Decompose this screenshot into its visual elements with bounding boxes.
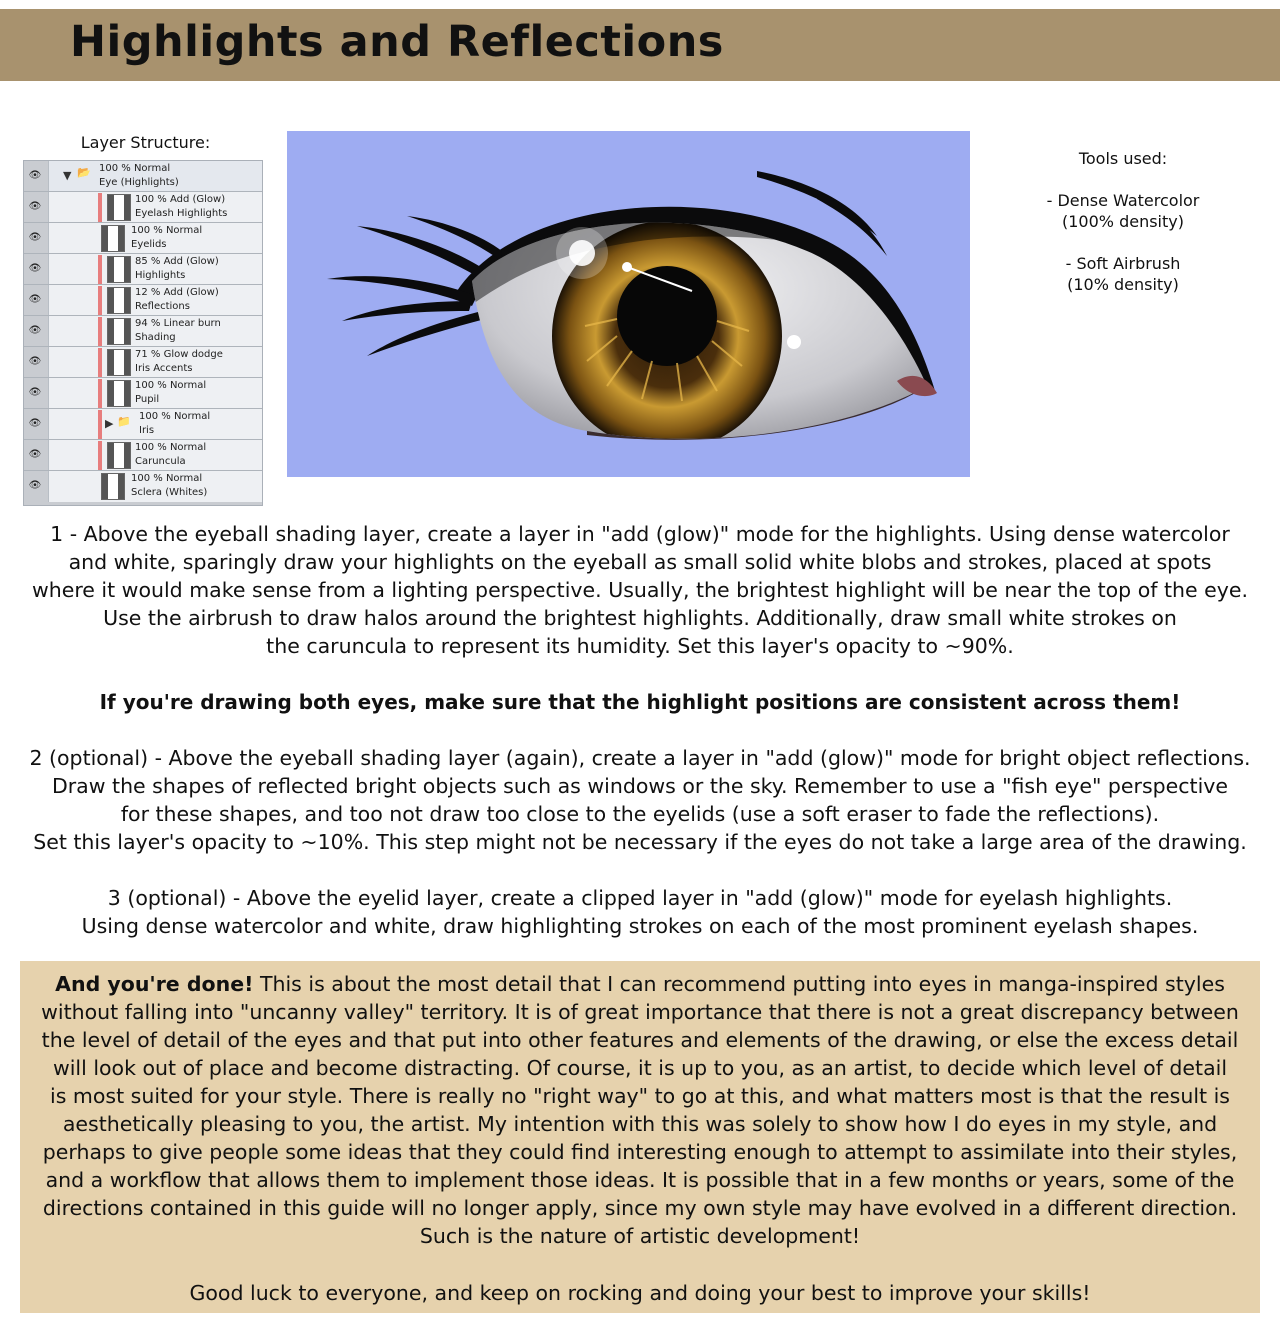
- text-line: Such is the nature of artistic development!: [419, 1224, 861, 1248]
- layer-thumbnail: [107, 318, 131, 345]
- layer-row[interactable]: [24, 192, 262, 223]
- expand-arrow-icon[interactable]: ▶: [105, 417, 114, 430]
- folder-icon: 📁: [117, 415, 131, 428]
- layer-thumbnail: [107, 256, 131, 283]
- text-line: 3 (optional) - Above the eyelid layer, create a clipped layer in "add (glow)" mode for eyelash highlights.: [107, 886, 1173, 910]
- text-line: directions contained in this guide will no longer apply, since my own style may have evolved in a different direction.: [42, 1196, 1238, 1220]
- clipping-marker: [98, 410, 102, 439]
- layer-mode: 100 % Normal: [135, 442, 207, 453]
- clipping-marker: [98, 317, 102, 346]
- text-line: will look out of place and become distracting. Of course, it is up to you, as an artist, to decide which level of detail: [52, 1056, 1228, 1080]
- layer-row[interactable]: [24, 254, 262, 285]
- text-line: Set this layer's opacity to ~10%. This step might not be necessary if the eyes do not take a large area of the drawing.: [33, 830, 1247, 854]
- text-line: Draw the shapes of reflected bright objects such as windows or the sky. Remember to use a "fish eye" perspective: [51, 774, 1229, 798]
- layer-mode: 100 % Normal: [135, 380, 207, 391]
- tool-item: [1030, 253, 1216, 295]
- text-line: for these shapes, and too not draw too close to the eyelids (use a soft eraser to fade the reflections).: [120, 802, 1160, 826]
- layer-thumbnail: [107, 380, 131, 407]
- tool-name: - Dense Watercolor: [1046, 191, 1200, 210]
- clipping-marker: [98, 379, 102, 408]
- layer-name: Shading: [135, 332, 176, 343]
- tool-item: [1030, 190, 1216, 232]
- text-span: This is about the most detail that I can recommend putting into eyes in manga-inspired styles: [253, 972, 1225, 996]
- highlight-secondary: [787, 335, 801, 349]
- text-line: and a workflow that allows them to implement those ideas. It is possible that in a few months or years, some of the: [45, 1168, 1235, 1192]
- clipping-marker: [98, 348, 102, 377]
- visibility-eye-icon[interactable]: 👁: [28, 387, 42, 398]
- layer-thumbnail: [107, 349, 131, 376]
- tools-title: Tools used:: [1078, 149, 1168, 168]
- clipping-marker: [98, 286, 102, 315]
- layer-name: Eye (Highlights): [99, 177, 179, 188]
- layer-row[interactable]: [24, 161, 262, 192]
- header-banner: [0, 9, 1280, 81]
- layer-row[interactable]: [24, 378, 262, 409]
- text-line: the caruncula to represent its humidity. Set this layer's opacity to ~90%.: [266, 634, 1014, 658]
- layer-mode: 85 % Add (Glow): [135, 256, 219, 267]
- layer-thumbnail: [107, 287, 131, 314]
- layer-structure-title: Layer Structure:: [80, 133, 211, 152]
- layer-row[interactable]: [24, 409, 262, 440]
- folder-open-icon: 📂: [77, 166, 91, 179]
- tool-density: (100% density): [1062, 212, 1184, 231]
- layer-name: Sclera (Whites): [131, 487, 208, 498]
- tool-name: - Soft Airbrush: [1065, 254, 1181, 273]
- step-1-paragraph: [20, 520, 1260, 660]
- conclusion-paragraph: [30, 970, 1250, 1250]
- visibility-eye-icon[interactable]: 👁: [28, 356, 42, 367]
- good-luck-line: Good luck to everyone, and keep on rocking and doing your best to improve your skills!: [189, 1281, 1091, 1305]
- conclusion-lead: And you're done!: [55, 972, 254, 996]
- layer-panel: [23, 160, 263, 506]
- layer-thumbnail: [101, 225, 125, 252]
- tools-used-panel: [1030, 148, 1216, 316]
- layer-mode: 71 % Glow dodge: [135, 349, 223, 360]
- layer-name: Eyelash Highlights: [135, 208, 228, 219]
- layer-mode: 100 % Normal: [131, 473, 203, 484]
- text-line: perhaps to give people some ideas that they could find interesting enough to attempt to assimilate into their styles,: [42, 1140, 1238, 1164]
- layer-name: Highlights: [135, 270, 186, 281]
- layer-mode: 12 % Add (Glow): [135, 287, 219, 298]
- highlight-halo: [556, 227, 608, 279]
- step-2-paragraph: [20, 744, 1260, 856]
- layer-name: Iris: [139, 425, 155, 436]
- text-line: the level of detail of the eyes and that put into other features and elements of the drawing, or else the excess detail: [41, 1028, 1239, 1052]
- layer-thumbnail: [107, 442, 131, 469]
- visibility-eye-icon[interactable]: 👁: [28, 449, 42, 460]
- both-eyes-note: If you're drawing both eyes, make sure that the highlight positions are consistent across them!: [99, 690, 1181, 714]
- clipping-marker: [98, 255, 102, 284]
- text-line: 1 - Above the eyeball shading layer, create a layer in "add (glow)" mode for the highlights. Using dense watercolor: [50, 522, 1230, 546]
- layer-mode: 94 % Linear burn: [135, 318, 221, 329]
- text-line: without falling into "uncanny valley" territory. It is of great importance that there is not a great discrepancy between: [41, 1000, 1239, 1024]
- layer-name: Reflections: [135, 301, 190, 312]
- layer-row[interactable]: [24, 285, 262, 316]
- text-line: [30, 970, 1250, 998]
- layer-row[interactable]: [24, 440, 262, 471]
- tool-density: (10% density): [1067, 275, 1179, 294]
- visibility-eye-icon[interactable]: 👁: [28, 325, 42, 336]
- text-line: where it would make sense from a lighting perspective. Usually, the brightest highlight will be near the top of the eye.: [31, 578, 1249, 602]
- clipping-marker: [98, 193, 102, 222]
- text-line: is most suited for your style. There is really no "right way" to go at this, and what matters most is that the result is: [50, 1084, 1230, 1108]
- layer-mode: 100 % Normal: [139, 411, 211, 422]
- visibility-eye-icon[interactable]: 👁: [28, 170, 42, 181]
- layer-mode: 100 % Add (Glow): [135, 194, 226, 205]
- step-3-paragraph: [20, 884, 1260, 940]
- page-title: Highlights and Reflections: [70, 17, 724, 67]
- text-line: Use the airbrush to draw halos around the brightest highlights. Additionally, draw small white strokes on: [103, 606, 1177, 630]
- visibility-eye-icon[interactable]: 👁: [28, 418, 42, 429]
- layer-mode: 100 % Normal: [99, 163, 171, 174]
- visibility-eye-icon[interactable]: 👁: [28, 232, 42, 243]
- layer-row[interactable]: [24, 223, 262, 254]
- layer-name: Pupil: [135, 394, 160, 405]
- layer-row[interactable]: [24, 471, 262, 502]
- clipping-marker: [98, 441, 102, 470]
- layer-name: Eyelids: [131, 239, 167, 250]
- layer-name: Caruncula: [135, 456, 186, 467]
- visibility-eye-icon[interactable]: 👁: [28, 263, 42, 274]
- eye-illustration: [287, 131, 970, 477]
- layer-name: Iris Accents: [135, 363, 193, 374]
- visibility-eye-icon[interactable]: 👁: [28, 480, 42, 491]
- text-line: 2 (optional) - Above the eyeball shading layer (again), create a layer in "add (glow)" mode for bright object reflections.: [29, 746, 1251, 770]
- text-line: Using dense watercolor and white, draw highlighting strokes on each of the most prominent eyelash shapes.: [81, 914, 1199, 938]
- visibility-eye-icon[interactable]: 👁: [28, 201, 42, 212]
- text-line: and white, sparingly draw your highlights on the eyeball as small solid white blobs and strokes, placed at spots: [68, 550, 1212, 574]
- layer-row[interactable]: [24, 316, 262, 347]
- text-line: aesthetically pleasing to you, the artist. My intention with this was solely to show how I do eyes in my style, and: [62, 1112, 1218, 1136]
- conclusion-box: [20, 961, 1260, 1313]
- layer-mode: 100 % Normal: [131, 225, 203, 236]
- collapse-arrow-icon[interactable]: ▼: [63, 169, 72, 182]
- layer-row[interactable]: [24, 347, 262, 378]
- layer-thumbnail: [101, 473, 125, 500]
- layer-thumbnail: [107, 194, 131, 221]
- visibility-eye-icon[interactable]: 👁: [28, 294, 42, 305]
